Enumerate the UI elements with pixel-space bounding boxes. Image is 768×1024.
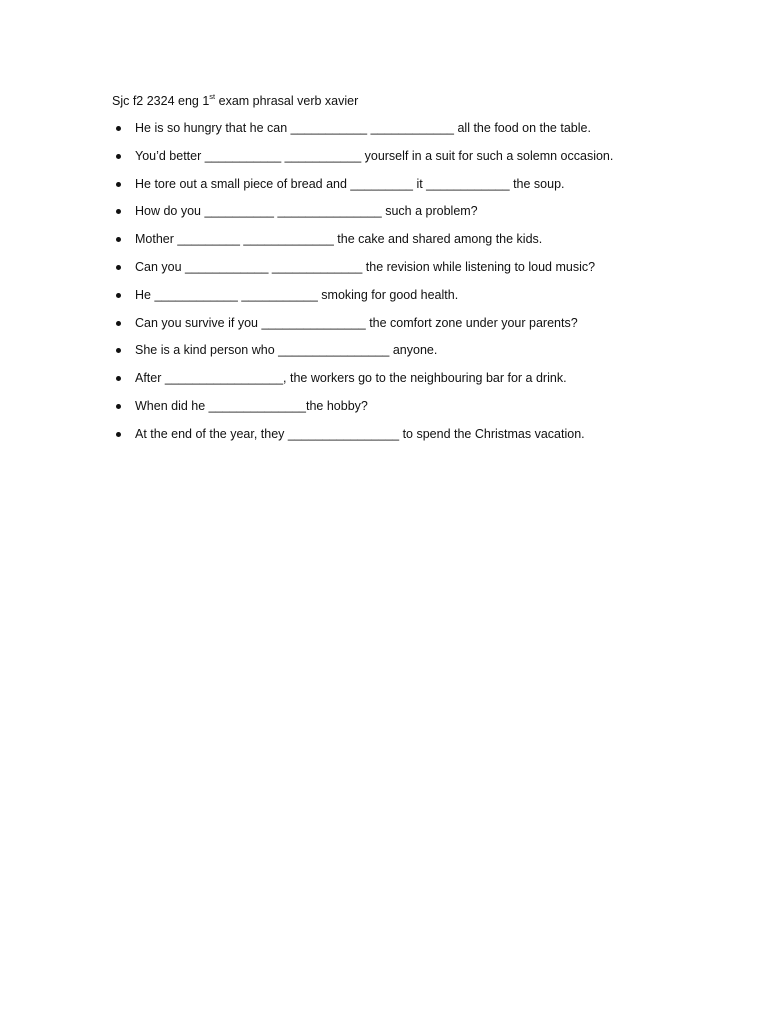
question-text: After _________________, the workers go to the neighbouring bar for a drink. [135, 371, 567, 386]
question-text: He is so hungry that he can ___________ ____________ all the food on the table. [135, 121, 591, 135]
question-item [112, 259, 613, 287]
question-item [112, 315, 613, 343]
bullet-icon [116, 209, 121, 214]
question-item [112, 398, 613, 426]
question-text: When did he ______________the hobby? [135, 398, 368, 413]
question-list [112, 120, 613, 454]
question-item [112, 287, 613, 315]
question-text: He ____________ ___________ smoking for good health. [135, 287, 459, 302]
question-text: Can you survive if you _______________ the comfort zone under your parents? [135, 315, 578, 330]
question-item [112, 426, 613, 454]
question-item [112, 370, 613, 398]
bullet-icon [116, 293, 121, 298]
bullet-icon [116, 376, 121, 381]
question-text: He tore out a small piece of bread and _________ it ____________ the soup. [135, 176, 565, 191]
question-text: She is a kind person who ________________ anyone. [135, 343, 438, 358]
title-suffix: exam phrasal verb xavier [215, 94, 359, 108]
question-item [112, 342, 613, 370]
bullet-icon [116, 432, 121, 437]
bullet-icon [116, 237, 121, 242]
bullet-icon [116, 348, 121, 353]
bullet-icon [116, 182, 121, 187]
question-text: Can you ____________ _____________ the revision while listening to loud music? [135, 259, 596, 274]
bullet-icon [116, 154, 121, 159]
question-text: Mother _________ _____________ the cake and shared among the kids. [135, 232, 543, 247]
title-superscript: st [209, 91, 216, 101]
question-text: You’d better ___________ ___________ yourself in a suit for such a solemn occasion. [135, 148, 614, 163]
question-text: How do you __________ _______________ such a problem? [135, 204, 478, 219]
bullet-icon [116, 321, 121, 326]
bullet-icon [116, 404, 121, 409]
question-item [112, 176, 613, 204]
question-item [112, 148, 613, 176]
question-item [112, 231, 613, 259]
question-item [112, 120, 613, 148]
question-text: At the end of the year, they ________________ to spend the Christmas vacation. [135, 426, 585, 441]
bullet-icon [116, 126, 121, 131]
question-item [112, 203, 613, 231]
document-title [112, 93, 358, 110]
title-prefix: Sjc f2 2324 eng 1 [112, 94, 210, 108]
bullet-icon [116, 265, 121, 270]
